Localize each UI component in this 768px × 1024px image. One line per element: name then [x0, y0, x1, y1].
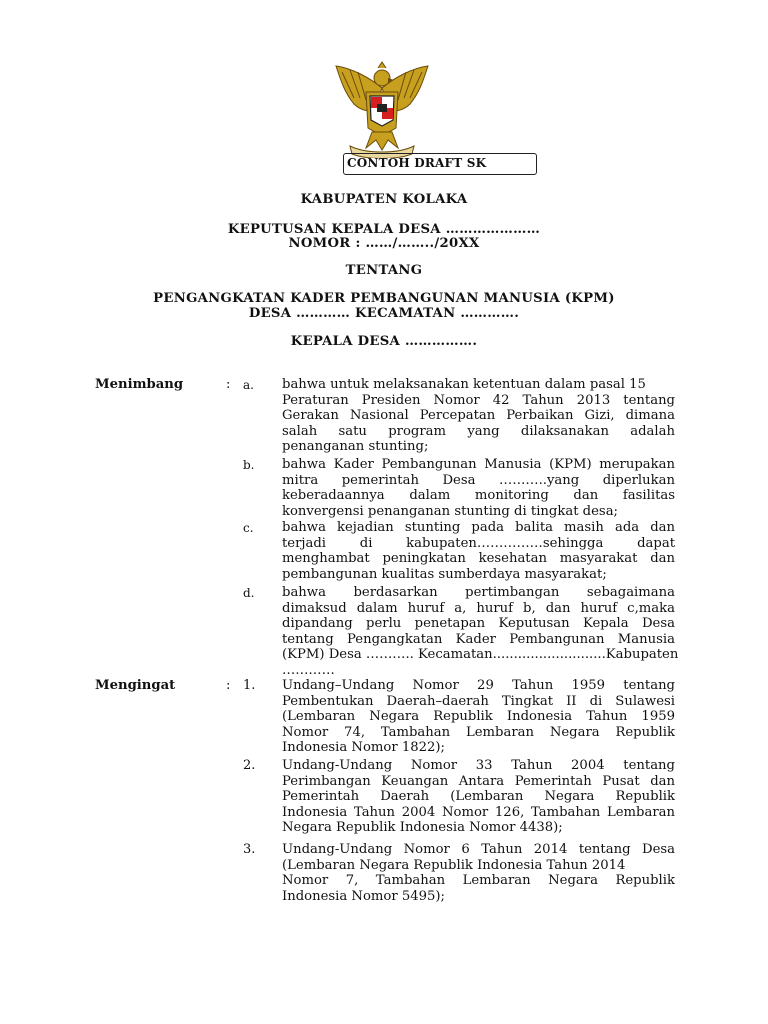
- menimbang-mark-a: a.: [243, 378, 254, 392]
- decree-number: NOMOR : ……/……../20XX: [288, 236, 480, 251]
- draft-label-box: [343, 153, 537, 175]
- about-heading: TENTANG: [345, 263, 423, 278]
- mengingat-mark-3: 3.: [243, 842, 256, 857]
- text-line: Indonesia Nomor 5495);: [282, 888, 445, 904]
- subject-line-1: PENGANGKATAN KADER PEMBANGUNAN MANUSIA (KPM): [153, 291, 615, 306]
- draft-label: CONTOH DRAFT SK: [347, 156, 487, 170]
- menimbang-mark-b: b.: [243, 458, 255, 472]
- text-line: bahwa untuk melaksanakan ketentuan dalam pasal 15: [282, 377, 646, 392]
- mengingat-item-2: [282, 758, 675, 836]
- text-line: Nomor 74, Tambahan Lembaran Negara Republik: [282, 724, 675, 740]
- menimbang-item-a: [282, 377, 675, 455]
- subject-line-2: DESA ………… KECAMATAN ………….: [248, 306, 520, 321]
- text-line: …………: [282, 662, 335, 678]
- text-line: Indonesia Nomor 1822);: [282, 740, 445, 756]
- text-line: bahwa Kader Pembangunan Manusia (KPM) merupakan: [282, 457, 675, 472]
- official-heading: KEPALA DESA …………….: [290, 334, 478, 349]
- text-line: Pembentukan Daerah–daerah Tingkat II di Sulawesi: [282, 693, 675, 709]
- text-line: Pemerintah Daerah (Lembaran Negara Republik: [282, 789, 675, 805]
- text-line: Peraturan Presiden Nomor 42 Tahun 2013 tentang: [282, 392, 675, 408]
- text-line: Indonesia Tahun 2004 Nomor 126, Tambahan Lembaran: [282, 804, 675, 820]
- mengingat-mark-2: 2.: [243, 758, 256, 773]
- text-line: bahwa berdasarkan pertimbangan sebagaimana: [282, 585, 675, 600]
- text-line: mitra pemerintah Desa ………..yang diperlukan: [282, 472, 675, 488]
- mengingat-item-1: [282, 678, 675, 756]
- menimbang-label: Menimbang: [95, 377, 184, 392]
- text-line: dipandang perlu penetapan Keputusan Kepala Desa: [282, 616, 675, 632]
- decree-title: KEPUTUSAN KEPALA DESA …………………: [227, 222, 541, 237]
- text-line: Nomor 7, Tambahan Lembaran Negara Republik: [282, 873, 675, 889]
- menimbang-item-c: [282, 520, 675, 582]
- text-line: Perimbangan Keuangan Antara Pemerintah Pusat dan: [282, 773, 675, 789]
- text-line: Undang-Undang Nomor 33 Tahun 2004 tentang: [282, 758, 675, 773]
- text-line: terjadi di kabupaten……………sehingga dapat: [282, 535, 675, 551]
- text-line: pembangunan kualitas sumberdaya masyarakat;: [282, 566, 607, 582]
- text-line: (Lembaran Negara Republik Indonesia Tahun 1959: [282, 709, 675, 725]
- garuda-emblem-icon: [330, 58, 434, 158]
- text-line: penanganan stunting;: [282, 439, 429, 455]
- menimbang-mark-d: d.: [243, 586, 255, 600]
- text-line: Gerakan Nasional Percepatan Perbaikan Gizi, dimana: [282, 408, 675, 424]
- text-line: bahwa kejadian stunting pada balita masih ada dan: [282, 520, 675, 535]
- mengingat-label: Mengingat: [95, 678, 176, 693]
- text-line: salah satu program yang dilaksanakan adalah: [282, 423, 675, 439]
- text-line: Undang–Undang Nomor 29 Tahun 1959 tentang: [282, 678, 675, 693]
- regency-title: KABUPATEN KOLAKA: [300, 192, 468, 207]
- text-line: (KPM) Desa ……….. Kecamatan...........................Kabupaten: [282, 647, 679, 663]
- text-line: menghambat peningkatan kesehatan masyarakat dan: [282, 551, 675, 567]
- text-line: Undang-Undang Nomor 6 Tahun 2014 tentang Desa: [282, 842, 675, 857]
- text-line: dimaksud dalam huruf a, huruf b, dan huruf c,maka: [282, 600, 675, 616]
- menimbang-item-d: [282, 585, 679, 679]
- menimbang-mark-c: c.: [243, 521, 254, 535]
- mengingat-colon: :: [226, 678, 231, 693]
- text-line: (Lembaran Negara Republik Indonesia Tahun 2014: [282, 857, 626, 873]
- menimbang-colon: :: [226, 377, 231, 392]
- mengingat-item-3: [282, 842, 675, 904]
- menimbang-item-b: [282, 457, 675, 519]
- text-line: konvergensi penanganan stunting di tingkat desa;: [282, 503, 619, 519]
- text-line: Negara Republik Indonesia Nomor 4438);: [282, 820, 563, 836]
- text-line: keberadaannya dalam monitoring dan fasilitas: [282, 488, 675, 504]
- mengingat-mark-1: 1.: [243, 678, 256, 693]
- text-line: tentang Pengangkatan Kader Pembangunan Manusia: [282, 631, 675, 647]
